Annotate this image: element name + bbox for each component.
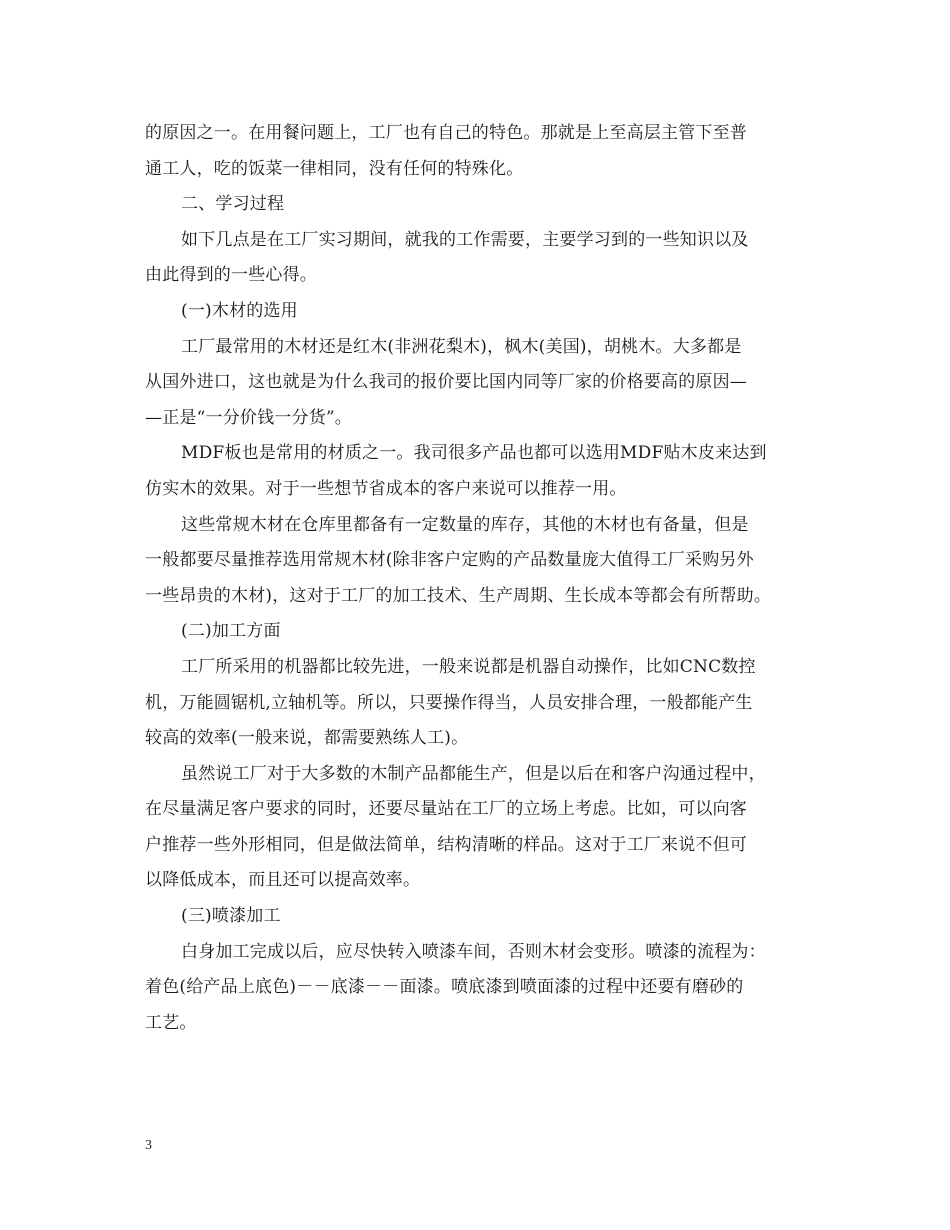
text-line: 工厂所采用的机器都比较先进，一般来说都是机器自动操作，比如CNC数控 — [181, 656, 756, 677]
text-line: 一般都要尽量推荐选用常规木材(除非客户定购的产品数量庞大值得工厂采购另外 — [145, 550, 754, 571]
text-line: 二、学习过程 — [181, 194, 285, 215]
text-line: 如下几点是在工厂实习期间，就我的工作需要，主要学习到的一些知识以及 — [181, 229, 749, 250]
text-line: MDF板也是常用的材质之一。我司很多产品也都可以选用MDF贴木皮来达到 — [181, 443, 767, 464]
text-line: 着色(给产品上底色)－－底漆－－面漆。喷底漆到喷面漆的过程中还要有磨砂的 — [145, 977, 744, 998]
document-body — [145, 116, 805, 1041]
text-line: 的原因之一。在用餐问题上，工厂也有自己的特色。那就是上至高层主管下至普 — [145, 123, 747, 143]
text-line: 由此得到的一些心得。 — [145, 265, 317, 286]
text-line: 一些昂贵的木材)，这对于工厂的加工技术、生产周期、生长成本等都会有所帮助。 — [145, 585, 772, 606]
text-line: 这些常规木材在仓库里都备有一定数量的库存，其他的木材也有备量，但是 — [181, 514, 749, 535]
text-line: 以降低成本，而且还可以提高效率。 — [145, 870, 421, 891]
text-line: (一)木材的选用 — [181, 300, 298, 321]
text-line: (三)喷漆加工 — [181, 906, 281, 927]
text-line: 通工人，吃的饭菜一律相同，没有任何的特殊化。 — [145, 158, 524, 179]
text-line: 工艺。 — [145, 1012, 197, 1033]
text-line: 较高的效率(一般来说，都需要熟练人工)。 — [145, 728, 469, 749]
text-line: —正是“一分价钱一分货”。 — [145, 407, 352, 428]
text-line: 工厂最常用的木材还是红木(非洲花梨木)，枫木(美国)，胡桃木。大多都是 — [181, 336, 742, 357]
text-line: 仿实木的效果。对于一些想节省成本的客户来说可以推荐一用。 — [145, 478, 627, 499]
text-line: 从国外进口，这也就是为什么我司的报价要比国内同等厂家的价格要高的原因— — [145, 372, 747, 393]
text-line: 在尽量满足客户要求的同时，还要尽量站在工厂的立场上考虑。比如，可以向客 — [145, 799, 747, 820]
text-line: 虽然说工厂对于大多数的木制产品都能生产，但是以后在和客户沟通过程中， — [181, 763, 766, 784]
page-number: 3 — [145, 1138, 152, 1153]
text-line: (二)加工方面 — [181, 621, 281, 642]
text-line: 白身加工完成以后，应尽快转入喷漆车间，否则木材会变形。喷漆的流程为： — [181, 941, 766, 962]
text-line: 户推荐一些外形相同，但是做法简单，结构清晰的样品。这对于工厂来说不但可 — [145, 834, 747, 855]
text-line: 机，万能圆锯机,立轴机等。所以，只要操作得当，人员安排合理，一般都能产生 — [145, 692, 753, 713]
